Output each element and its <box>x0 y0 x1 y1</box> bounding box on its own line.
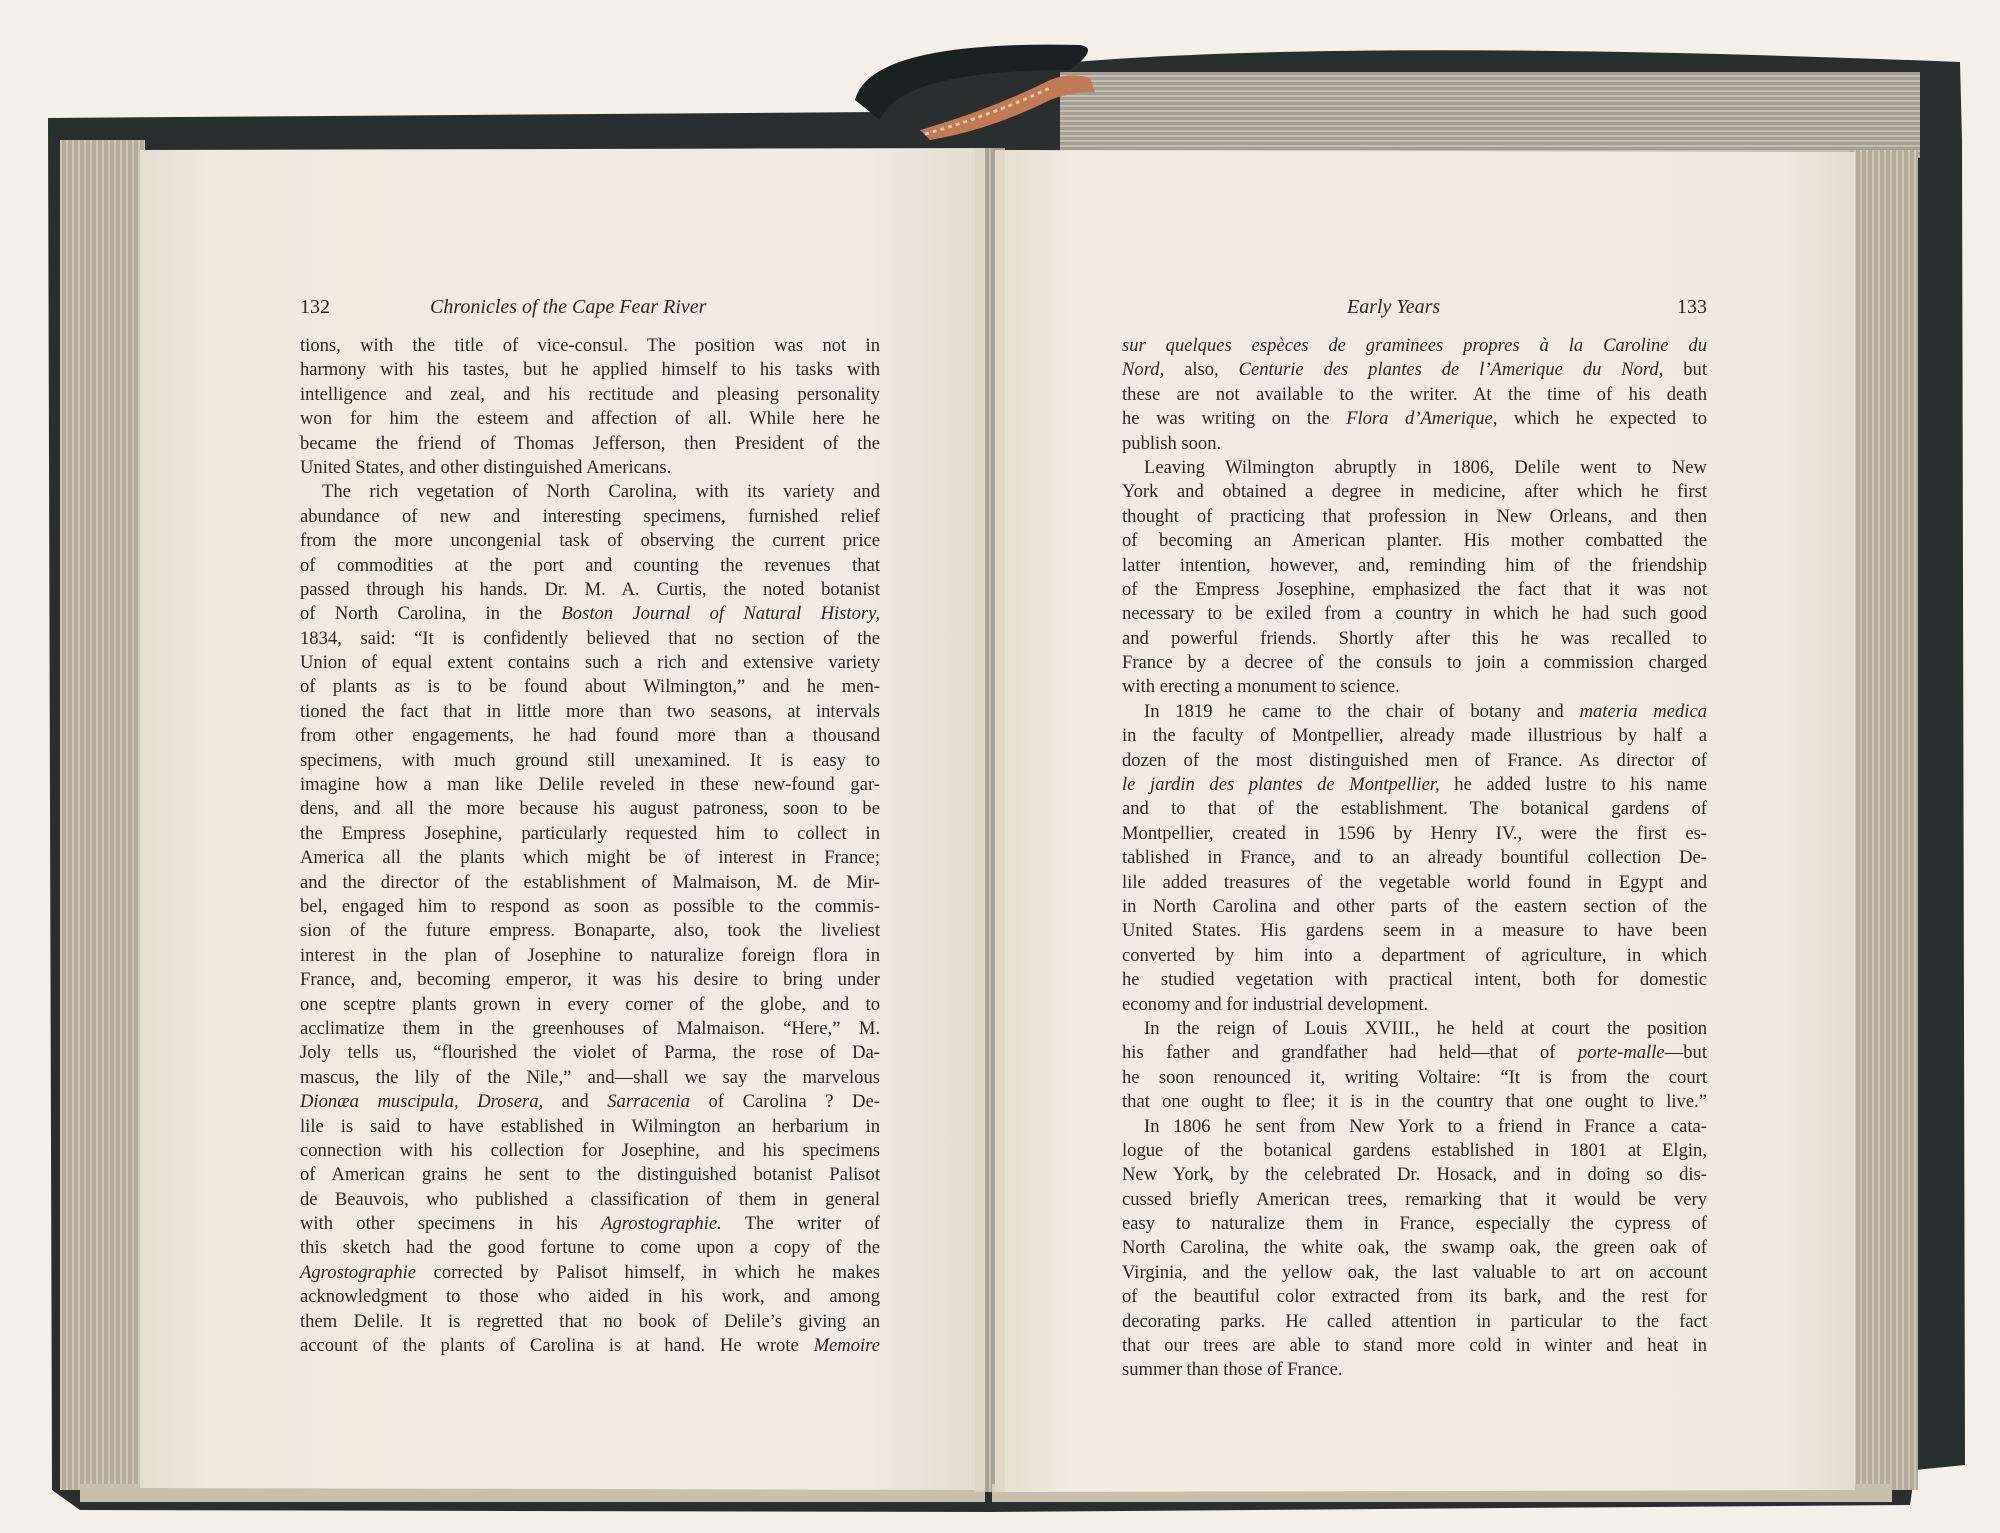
italic-text: materia medica <box>1579 700 1707 722</box>
italic-text: Agrostographie. <box>601 1213 722 1235</box>
text-run: he studied vegetation with practical intent, both for domestic <box>1122 969 1707 991</box>
text-line <box>1122 1090 1707 1114</box>
italic-text: Agrostographie <box>300 1261 417 1283</box>
text-run: interest in the plan of Josephine to naturalize foreign flora in <box>300 944 880 966</box>
text-line <box>300 358 880 382</box>
text-line <box>1122 1066 1707 1090</box>
text-run: harmony with his tastes, but he applied himself to his tasks with <box>300 359 880 381</box>
text-run: thought of practicing that profession in New Orleans, and then <box>1122 505 1707 527</box>
text-run: this sketch had the good fortune to come upon a copy of the <box>300 1237 880 1259</box>
text-line <box>1122 383 1707 407</box>
text-run: in North Carolina and other parts of the eastern section of the <box>1122 895 1707 917</box>
text-line <box>300 529 880 553</box>
text-line <box>300 1212 880 1236</box>
text-line <box>300 993 880 1017</box>
text-run: tablished in France, and to an already bountiful collection De- <box>1122 847 1707 869</box>
text-run: of American grains he sent to the distinguished botanist Palisot <box>300 1164 880 1186</box>
text-line <box>300 773 880 797</box>
right-page-header <box>1122 292 1707 322</box>
text-run: summer than those of France. <box>1122 1359 1343 1381</box>
text-line <box>300 749 880 773</box>
text-line <box>1122 1115 1707 1139</box>
text-run: America all the plants which might be of interest in France; <box>300 847 880 869</box>
text-run: he added lustre to his name <box>1439 774 1707 796</box>
text-run: won for him the esteem and affection of all. While here he <box>300 408 880 430</box>
text-line <box>1122 334 1707 358</box>
text-line <box>1122 1334 1707 1358</box>
right-page-edges <box>1850 150 1918 1490</box>
text-run: and the director of the establishment of Malmaison, M. de Mir- <box>300 871 880 893</box>
text-line <box>300 822 880 846</box>
text-run: Leaving Wilmington abruptly in 1806, Delile went to New <box>1144 456 1707 478</box>
text-line <box>300 1066 880 1090</box>
text-run: with other specimens in his <box>300 1213 602 1235</box>
text-run: and powerful friends. Shortly after this he was recalled to <box>1122 627 1707 649</box>
text-run: York and obtained a degree in medicine, after which he first <box>1122 481 1707 503</box>
text-run: that one ought to flee; it is in the country that one ought to live.” <box>1122 1091 1707 1113</box>
text-line <box>300 383 880 407</box>
text-line <box>1122 895 1707 919</box>
text-line <box>300 846 880 870</box>
text-line <box>1122 846 1707 870</box>
text-line <box>300 944 880 968</box>
text-line <box>300 1261 880 1285</box>
text-line <box>1122 871 1707 895</box>
text-run: of Carolina ? De- <box>689 1091 880 1113</box>
text-run: but <box>1663 359 1707 381</box>
text-run: of the Empress Josephine, emphasized the fact that it was not <box>1122 578 1707 600</box>
text-line <box>1122 1212 1707 1236</box>
italic-text: Flora d’Amerique, <box>1346 408 1498 430</box>
text-line <box>300 1310 880 1334</box>
text-run: economy and for industrial development. <box>1122 993 1429 1015</box>
page-block-top-edge <box>1060 72 1920 158</box>
text-run: logue of the botanical gardens established in 1801 at Elgin, <box>1122 1139 1707 1161</box>
text-run: acknowledgment to those who aided in his work, and among <box>300 1286 880 1308</box>
text-run: The writer of <box>721 1213 880 1235</box>
text-run: easy to naturalize them in France, especially the cypress of <box>1122 1213 1707 1235</box>
text-run: United States. His gardens seem in a measure to have been <box>1122 920 1707 942</box>
italic-text: Memoire <box>813 1335 880 1357</box>
text-line <box>300 578 880 602</box>
text-run: he soon renounced it, writing Voltaire: “It is from the court <box>1122 1066 1707 1088</box>
text-line <box>1122 749 1707 773</box>
text-run: In 1819 he came to the chair of botany and <box>1144 700 1580 722</box>
text-run: specimens, with much ground still unexamined. It is easy to <box>300 749 880 771</box>
text-run: acclimatize them in the greenhouses of Malmaison. “Here,” M. <box>300 1017 880 1039</box>
text-line <box>300 675 880 699</box>
text-run: and <box>543 1091 608 1113</box>
left-page-edges <box>60 140 145 1490</box>
text-line <box>300 1163 880 1187</box>
text-line <box>300 1236 880 1260</box>
text-run: these are not available to the writer. At the time of his death <box>1122 383 1707 405</box>
running-title: Early Years <box>1347 296 1441 318</box>
text-line <box>300 651 880 675</box>
text-run: from the more uncongenial task of observing the current price <box>300 530 880 552</box>
text-line <box>300 895 880 919</box>
text-run: connection with his collection for Josephine, and his specimens <box>300 1139 880 1161</box>
text-run: of plants as is to be found about Wilmington,” and he men- <box>300 676 880 698</box>
text-run: bel, engaged him to respond as soon as possible to the commis- <box>300 895 880 917</box>
text-line <box>1122 822 1707 846</box>
text-run: converted by him into a department of agriculture, in which <box>1122 944 1707 966</box>
italic-text: le jardin des plantes de Montpellier, <box>1122 774 1440 796</box>
text-run: dens, and all the more because his august patroness, soon to be <box>300 798 880 820</box>
text-run: in the faculty of Montpellier, already made illustrious by half a <box>1122 725 1707 747</box>
text-run: lile is said to have established in Wilmington an herbarium in <box>300 1115 880 1137</box>
text-run: tions, with the title of vice-consul. The position was not in <box>300 335 880 356</box>
text-run: tioned the fact that in little more than two seasons, at intervals <box>300 700 880 722</box>
italic-text: Centurie des plantes de l’Amerique du Nord, <box>1238 359 1664 381</box>
left-page <box>140 148 985 1488</box>
text-line <box>1122 1188 1707 1212</box>
text-line <box>300 505 880 529</box>
text-line <box>1122 578 1707 602</box>
left-page-header <box>300 292 880 322</box>
text-line <box>300 919 880 943</box>
text-run: he was writing on the <box>1122 408 1347 430</box>
text-run: also, <box>1164 359 1239 381</box>
text-run: publish soon. <box>1122 432 1222 454</box>
text-run: Virginia, and the yellow oak, the last valuable to art on account <box>1122 1261 1707 1283</box>
text-line <box>300 1334 880 1358</box>
text-line <box>1122 919 1707 943</box>
text-line <box>1122 1261 1707 1285</box>
text-line <box>1122 1017 1707 1041</box>
text-line <box>1122 358 1707 382</box>
text-line <box>1122 602 1707 626</box>
text-line <box>1122 480 1707 504</box>
text-line <box>1122 968 1707 992</box>
text-line <box>1122 700 1707 724</box>
text-run: which he expected to <box>1497 408 1707 430</box>
text-run: one sceptre plants grown in every corner of the globe, and to <box>300 993 880 1015</box>
text-line <box>1122 993 1707 1017</box>
text-run: Montpellier, created in 1596 by Henry IV., were the first es- <box>1122 822 1707 844</box>
text-line <box>300 1090 880 1114</box>
text-line <box>300 480 880 504</box>
text-line <box>1122 773 1707 797</box>
text-run: sion of the future empress. Bonaparte, also, took the liveliest <box>300 920 880 942</box>
text-line <box>1122 1139 1707 1163</box>
right-page-body-text <box>1122 334 1707 1383</box>
text-line <box>300 1188 880 1212</box>
text-line <box>300 627 880 651</box>
text-line <box>300 407 880 431</box>
text-run: abundance of new and interesting specimens, furnished relief <box>300 505 880 527</box>
text-run: necessary to be exiled from a country in which he had such good <box>1122 603 1707 625</box>
text-run: Union of equal extent contains such a rich and extensive variety <box>300 652 880 674</box>
text-line <box>300 432 880 456</box>
text-line <box>300 1115 880 1139</box>
text-line <box>300 1139 880 1163</box>
text-run: de Beauvois, who published a classification of them in general <box>300 1188 880 1210</box>
text-run: decorating parks. He called attention in particular to the fact <box>1122 1310 1707 1332</box>
text-run: that our trees are able to stand more cold in winter and heat in <box>1122 1335 1707 1357</box>
text-run: with erecting a monument to science. <box>1122 676 1400 698</box>
text-run: of becoming an American planter. His mother combatted the <box>1122 530 1707 552</box>
text-line <box>300 871 880 895</box>
text-line <box>1122 1236 1707 1260</box>
text-line <box>1122 1041 1707 1065</box>
text-line <box>1122 1358 1707 1382</box>
text-run: his father and grandfather had held—that of <box>1122 1042 1578 1064</box>
text-run: North Carolina, the white oak, the swamp oak, the green oak of <box>1122 1237 1707 1259</box>
page-number: 133 <box>1677 296 1707 318</box>
text-run: The rich vegetation of North Carolina, with its variety and <box>322 481 880 503</box>
text-run: from other engagements, he had found more than a thousand <box>300 725 880 747</box>
text-run: of commodities at the port and counting the revenues that <box>300 554 880 576</box>
text-run: mascus, the lily of the Nile,” and—shall we say the marvelous <box>300 1066 880 1088</box>
text-line <box>1122 529 1707 553</box>
text-line <box>1122 1285 1707 1309</box>
text-line <box>1122 627 1707 651</box>
text-run: passed through his hands. Dr. M. A. Curtis, the noted botanist <box>300 578 880 600</box>
text-run: United States, and other distinguished Americans. <box>300 456 672 478</box>
text-line <box>300 334 880 358</box>
text-line <box>1122 1310 1707 1334</box>
running-title: Chronicles of the Cape Fear River <box>430 296 707 318</box>
text-run: latter intention, however, and, reminding him of the friendship <box>1122 554 1707 576</box>
text-run: imagine how a man like Delile reveled in these new-found gar- <box>300 774 880 796</box>
text-run: In 1806 he sent from New York to a friend in France a cata- <box>1144 1115 1707 1137</box>
italic-text: Dionæa muscipula, Drosera, <box>300 1091 544 1113</box>
page-number: 132 <box>300 296 330 318</box>
text-run: —but <box>1664 1042 1707 1064</box>
italic-text: Boston Journal of Natural History, <box>561 603 880 625</box>
text-run: account of the plants of Carolina is at hand. He wrote <box>300 1335 814 1357</box>
text-line <box>300 724 880 748</box>
text-line <box>300 456 880 480</box>
text-run: and to that of the establishment. The botanical gardens of <box>1122 798 1707 820</box>
italic-text: porte-malle <box>1577 1042 1665 1064</box>
text-line <box>300 1285 880 1309</box>
text-line <box>1122 407 1707 431</box>
text-run: France by a decree of the consuls to join a commission charged <box>1122 652 1707 674</box>
text-run: became the friend of Thomas Jefferson, then President of the <box>300 432 880 454</box>
italic-text: sur quelques espèces de graminees propres à la Caroline du <box>1122 335 1707 356</box>
text-line <box>1122 505 1707 529</box>
text-line <box>1122 456 1707 480</box>
text-line <box>300 602 880 626</box>
text-run: Joly tells us, “flourished the violet of Parma, the rose of Da- <box>300 1042 880 1064</box>
text-run: 1834, said: “It is confidently believed that no section of the <box>300 627 880 649</box>
text-line <box>1122 675 1707 699</box>
left-page-body-text <box>300 334 880 1358</box>
text-line <box>1122 797 1707 821</box>
text-run: of the beautiful color extracted from its bark, and the rest for <box>1122 1286 1707 1308</box>
text-run: dozen of the most distinguished men of France. As director of <box>1122 749 1707 771</box>
text-run: New York, by the celebrated Dr. Hosack, and in doing so dis- <box>1122 1164 1707 1186</box>
text-line <box>1122 1163 1707 1187</box>
text-line <box>300 554 880 578</box>
text-line <box>300 1041 880 1065</box>
text-line <box>300 1017 880 1041</box>
text-run: corrected by Palisot himself, in which he makes <box>416 1261 880 1283</box>
text-run: lile added treasures of the vegetable world found in Egypt and <box>1122 871 1707 893</box>
text-line <box>1122 724 1707 748</box>
text-run: intelligence and zeal, and his rectitude and pleasing personality <box>300 383 880 405</box>
text-line <box>1122 944 1707 968</box>
text-line <box>1122 554 1707 578</box>
text-run: France, and, becoming emperor, it was his desire to bring under <box>300 969 880 991</box>
text-line <box>300 797 880 821</box>
italic-text: Sarracenia <box>607 1091 690 1113</box>
text-line <box>1122 651 1707 675</box>
text-run: the Empress Josephine, particularly requested him to collect in <box>300 822 880 844</box>
text-run: In the reign of Louis XVIII., he held at court the position <box>1144 1017 1707 1039</box>
text-line <box>300 968 880 992</box>
right-page <box>997 148 1855 1488</box>
text-run: of North Carolina, in the <box>300 603 562 625</box>
text-run: cussed briefly American trees, remarking that it would be very <box>1122 1188 1707 1210</box>
text-line <box>1122 432 1707 456</box>
text-run: them Delile. It is regretted that no book of Delile’s giving an <box>300 1310 880 1332</box>
italic-text: Nord, <box>1122 359 1165 381</box>
text-line <box>300 700 880 724</box>
